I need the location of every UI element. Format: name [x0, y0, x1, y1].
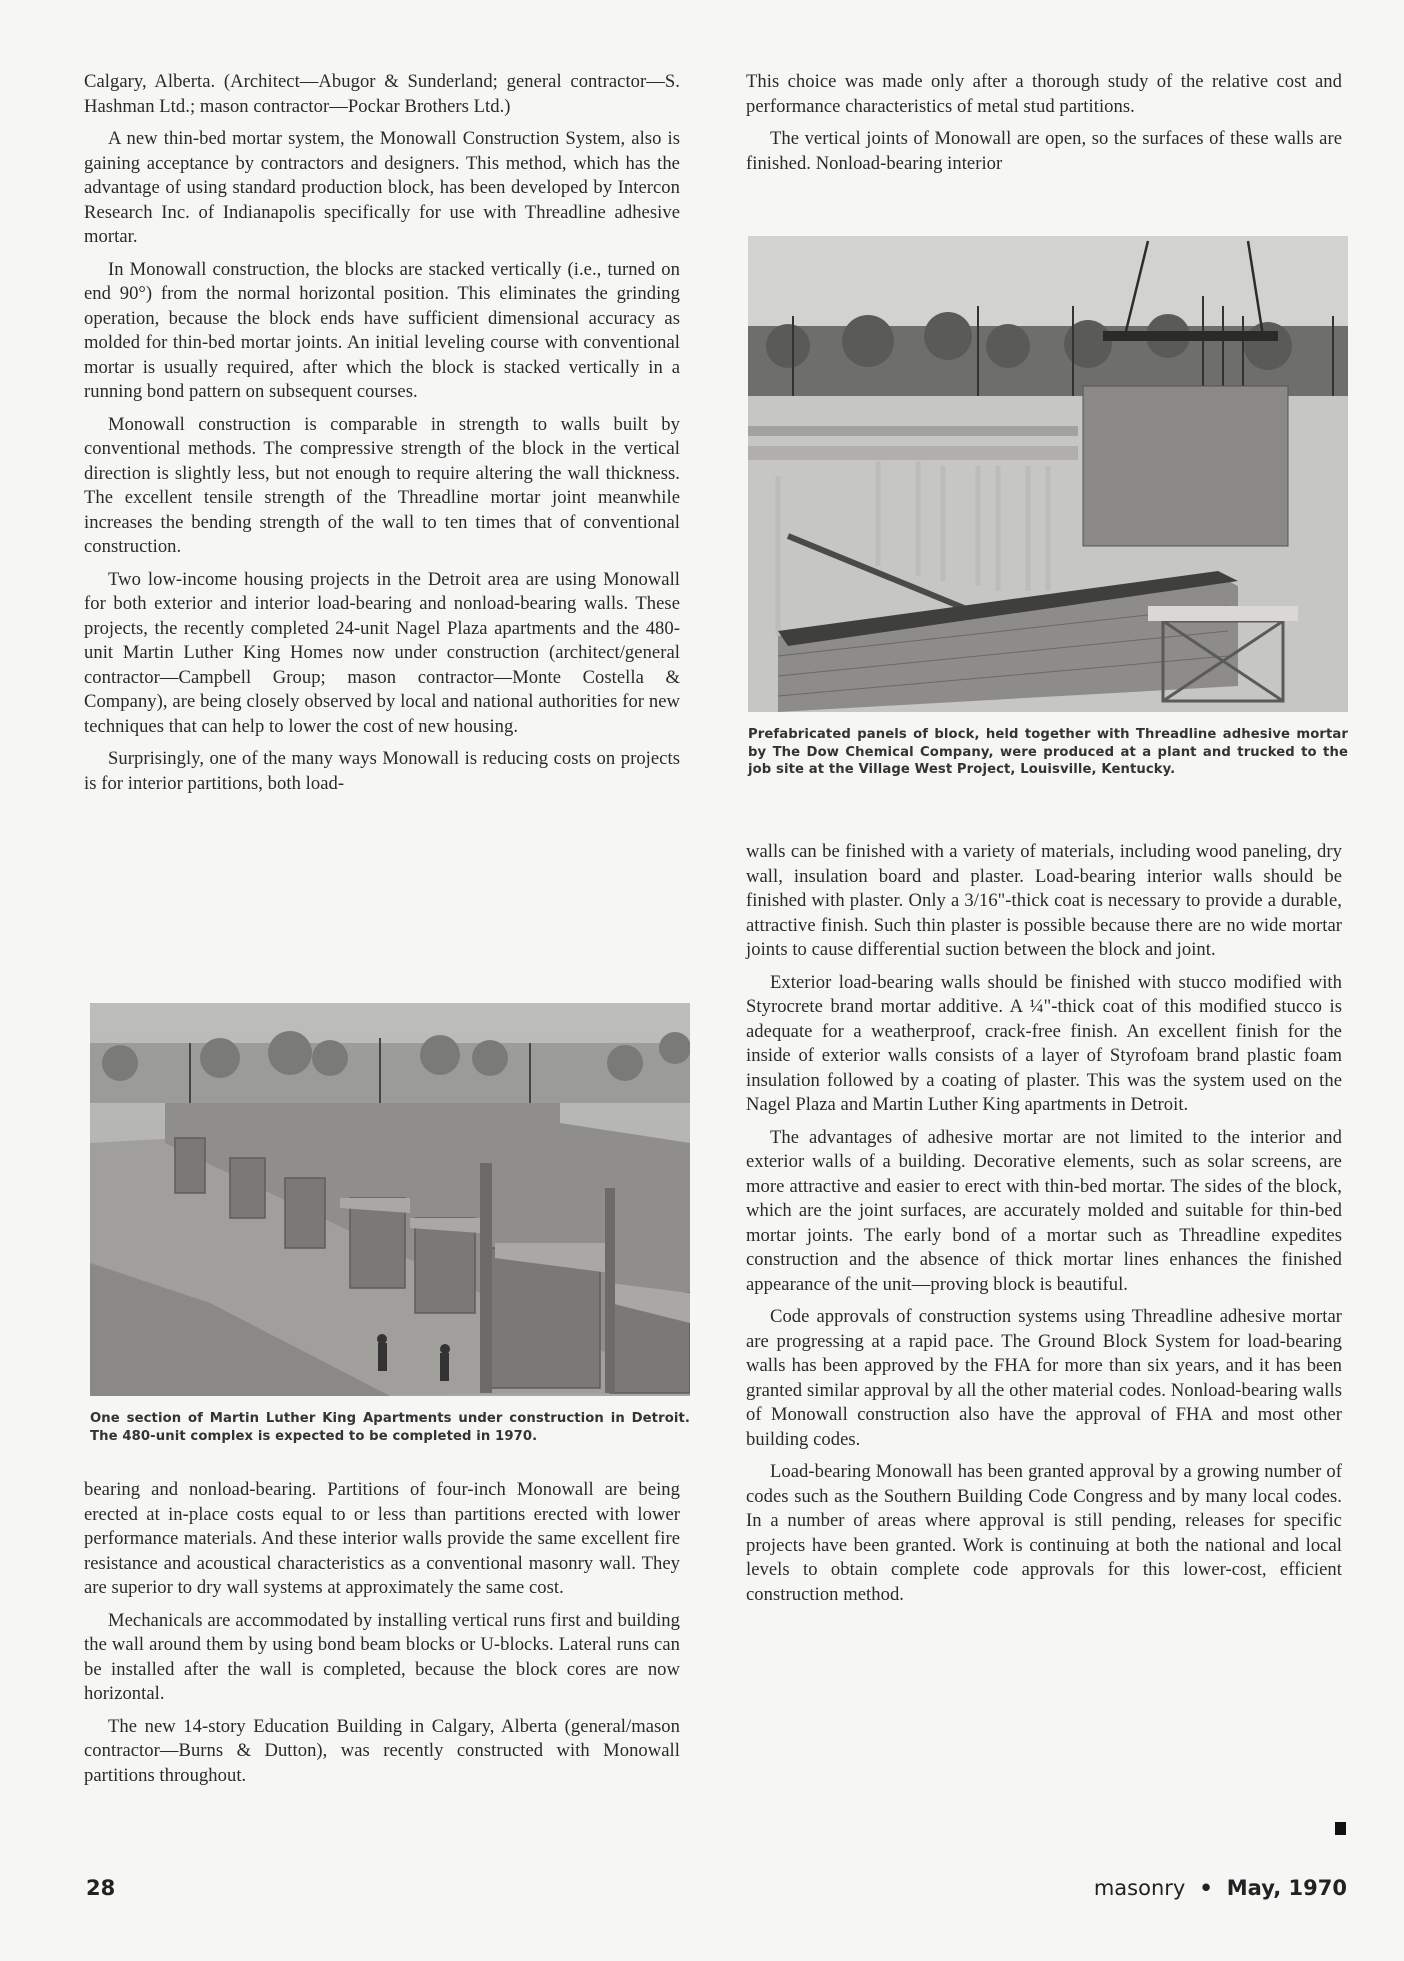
paragraph: In Monowall construction, the blocks are stacked vertically (i.e., turned on end 90°) from the normal horizontal position. This eliminates the grinding operation, because the block ends have sufficient dimensional accuracy as molded for thin-bed mortar joints. An initial leveling course with conventional mortar is usually required, after which the block is stacked vertically in a running bond pattern on subsequent courses. [84, 258, 680, 402]
left-column-top [84, 70, 680, 804]
issue-date: May, 1970 [1226, 1876, 1347, 1900]
bullet-separator-icon: • [1199, 1876, 1213, 1900]
right-column-top [746, 70, 1342, 184]
paragraph: Code approvals of construction systems using Threadline adhesive mortar are progressing at a rapid pace. The Ground Block System for load-bearing walls has been approved by the FHA for more than six years, and it has been granted similar approval by all the other material codes. Nonload-bearing walls of Monowall construction also have the approval of FHA and most other building codes. [746, 1306, 1342, 1450]
paragraph: Calgary, Alberta. (Architect—Abugor & Sunderland; general contractor—S. Hashman Ltd.; mason contractor—Pockar Brothers Ltd.) [84, 71, 680, 117]
paragraph: The advantages of adhesive mortar are not limited to the interior and exterior walls of a building. Decorative elements, such as solar screens, are more attractive and easier to erect with thin-bed mortar. The sides of the block, which are the joint surfaces, are accurately molded and suitable for thin-bed mortar joints. The early bond of a mortar such as Threadline expedites construction and the absence of thick mortar lines enhances the finished appearance of the unit—proving block is beautiful. [746, 1126, 1342, 1295]
right-column-bottom [746, 840, 1342, 1615]
paragraph: The new 14-story Education Building in Calgary, Alberta (general/mason contractor—Burns & Dutton), was recently constructed with Monowall partitions throughout. [84, 1715, 680, 1786]
prefab-panel-photo-image [748, 236, 1348, 712]
paragraph: A new thin-bed mortar system, the Monowall Construction System, also is gaining acceptance by contractors and designers. This method, which has the advantage of using standard production block, has been developed by Intercon Research Inc. of Indianapolis specifically for use with Threadline adhesive mortar. [84, 128, 680, 247]
photo-mlk-apartments [90, 1003, 690, 1396]
photo-caption-right: Prefabricated panels of block, held together with Threadline adhesive mortar by The Dow Chemical Company, were produced at a plant and trucked to the job site at the Village West Project, Louisville, Kentucky. [748, 727, 1348, 777]
paragraph: walls can be finished with a variety of materials, including wood paneling, dry wall, insulation board and plaster. Load-bearing interior walls should be finished with plaster. Only a 3/16"-thick coat is necessary to provide a durable, attractive finish. Such thin plaster is possible because there are no wide mortar joints to cause differential suction between the block and joint. [746, 841, 1342, 960]
paragraph: Monowall construction is comparable in strength to walls built by conventional methods. The compressive strength of the block in the vertical direction is slightly less, but not enough to require altering the wall thickness. The excellent tensile strength of the Threadline mortar joint meanwhile increases the bending strength of the wall to ten times that of conventional construction. [84, 413, 680, 557]
publication-footer [1094, 1876, 1347, 1900]
paragraph: This choice was made only after a thorough study of the relative cost and performance characteristics of metal stud partitions. [746, 71, 1342, 117]
paragraph: bearing and nonload-bearing. Partitions of four-inch Monowall are being erected at in-place costs equal to or less than partitions erected with lower performance materials. And these interior walls provide the same excellent fire resistance and acoustical characteristics as a conventional masonry wall. They are superior to dry wall systems at approximately the same cost. [84, 1479, 680, 1598]
paragraph: Surprisingly, one of the many ways Monowall is reducing costs on projects is for interior partitions, both load- [84, 748, 680, 794]
photo-caption-left: One section of Martin Luther King Apartments under construction in Detroit. The 480-unit complex is expected to be completed in 1970. [90, 1411, 690, 1444]
left-column-bottom [84, 1478, 680, 1796]
end-of-article-square-icon [1335, 1822, 1346, 1835]
paragraph: Load-bearing Monowall has been granted approval by a growing number of codes such as the Southern Building Code Congress and by many local codes. In a number of areas where approval is still pending, releases for specific projects have been granted. Work is continuing at both the national and local levels to obtain complete code approvals for this lower-cost, efficient construction method. [746, 1461, 1342, 1605]
photo-prefab-panel-lift [748, 236, 1348, 712]
publication-name: masonry [1093, 1876, 1186, 1900]
page-number: 28 [86, 1876, 116, 1900]
paragraph: Two low-income housing projects in the Detroit area are using Monowall for both exterior and interior load-bearing and nonload-bearing walls. These projects, the recently completed 24-unit Nagel Plaza apartments and the 480-unit Martin Luther King Homes now under construction (architect/general contractor—Campbell Group; mason contractor—Monte Costella & Company), are being closely observed by local and national authorities for new techniques that can help to lower the cost of new housing. [84, 568, 680, 737]
construction-photo-image [90, 1003, 690, 1396]
paragraph: Exterior load-bearing walls should be finished with stucco modified with Styrocrete brand mortar additive. A ¼"-thick coat of this modified stucco is adequate for a weatherproof, crack-free finish. An excellent finish for the inside of exterior walls consists of a layer of Styrofoam brand plastic foam insulation followed by a coating of plaster. This was the system used on the Nagel Plaza and Martin Luther King apartments in Detroit. [746, 971, 1342, 1115]
paragraph: Mechanicals are accommodated by installing vertical runs first and building the wall around them by using bond beam blocks or U-blocks. Lateral runs can be installed after the wall is completed, because the block cores are now horizontal. [84, 1609, 680, 1704]
paragraph: The vertical joints of Monowall are open, so the surfaces of these walls are finished. Nonload-bearing interior [746, 128, 1342, 174]
